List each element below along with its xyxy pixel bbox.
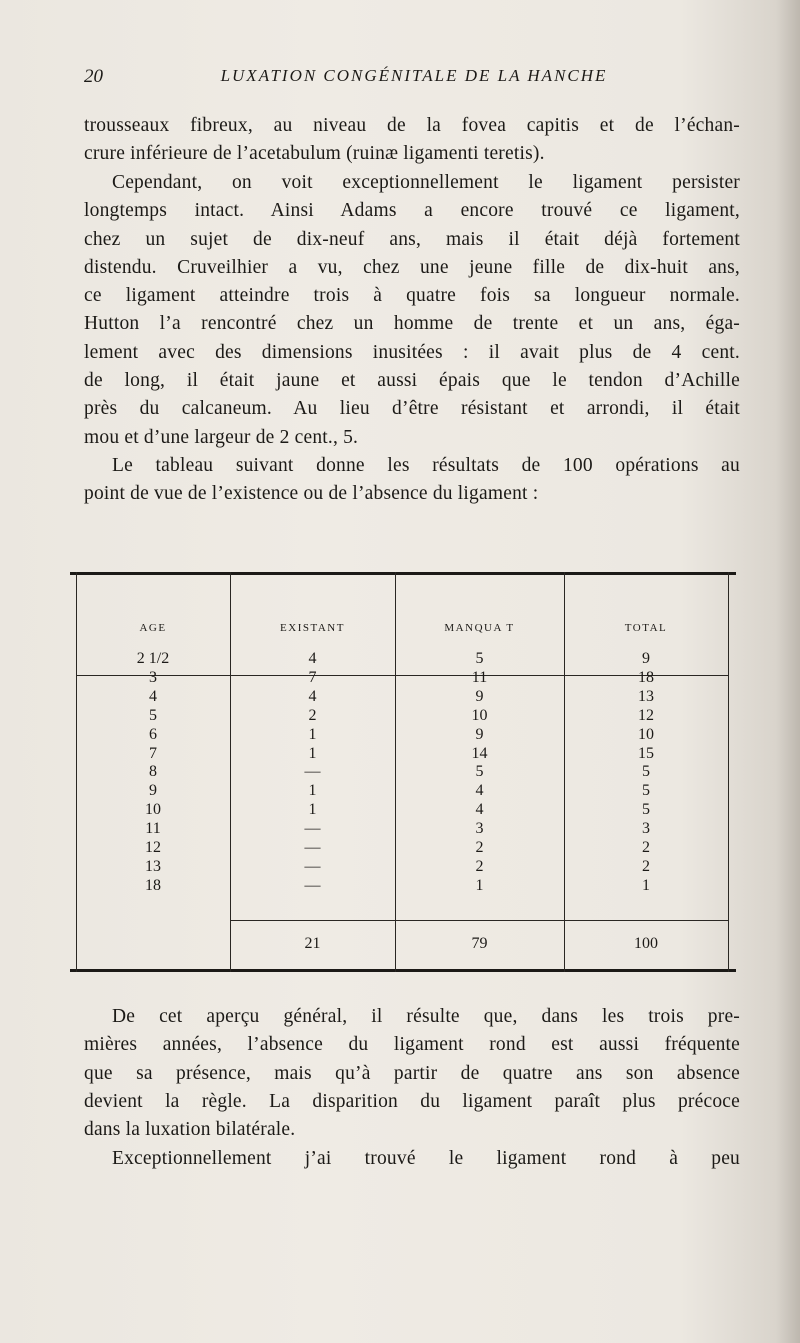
table-cell: 15 [638,744,654,762]
table-cell: 6 [149,725,157,743]
table-cell: 1 [642,876,650,894]
table-cell: 2 [642,857,650,875]
paragraph-5 [84,1145,740,1173]
table-cell: 1 [308,801,317,819]
table-total-cell: 79 [471,935,488,952]
table-cell: 2 [308,706,317,724]
paragraph-2 [84,169,740,452]
text-line: distendu. Cruveilhier a vu, chez une jeune fille de dix-huit ans, [84,256,740,278]
table-cell: 5 [475,650,484,667]
column-header-total: TOTAL [624,622,668,634]
column-header-existant: EXISTANT [280,622,345,634]
column-header-manquant: MANQUA T [444,622,515,634]
table-cell: 10 [638,725,654,743]
text-line: de long, il était jaune et aussi épais que le tendon d’Achille [84,370,740,392]
table-total-cell: 100 [634,935,658,952]
paragraph-1 [84,112,740,169]
table-cell: 18 [638,668,654,686]
text-line: mou et d’une largeur de 2 cent., 5. [84,426,359,448]
table-cell: 10 [471,706,488,724]
table-cell: 13 [638,687,654,705]
text-line: De cet aperçu général, il résulte que, dans les trois pre- [112,1006,740,1027]
column-header-age: AGE [139,622,167,634]
text-line: trousseaux fibreux, au niveau de la fovea capitis et de l’échan- [84,115,740,136]
page-number: 20 [84,66,103,87]
table-cell: 10 [145,801,161,819]
text-line: mières années, l’absence du ligament rond est aussi fréquente [84,1034,740,1056]
table-cell: 3 [642,820,650,838]
text-line: devient la règle. La disparition du ligament paraît plus précoce [84,1090,740,1112]
table-cell: 7 [308,668,317,686]
text-line: Exceptionnellement j’ai trouvé le ligament rond à peu [112,1148,740,1169]
table-cell: 5 [642,801,650,819]
table-cell: 11 [471,668,488,686]
text-line: près du calcaneum. Au lieu d’être résistant et arrondi, il était [84,398,740,420]
table-cell: — [304,839,321,856]
total-rule [230,920,728,921]
results-table [70,572,736,972]
table-cell: 1 [475,876,484,894]
table-cell: 4 [475,782,484,800]
table-cell: 9 [642,650,650,667]
table-cell: 12 [638,706,654,724]
text-line: dans la luxation bilatérale. [84,1119,296,1141]
table-cell: 4 [475,801,484,819]
table-cell: 9 [149,782,157,800]
table-cell: 2 [475,839,484,856]
table-cell: 4 [308,687,317,705]
table-cell: — [304,876,321,894]
table-cell: 14 [471,744,488,762]
text-line: point de vue de l’existence ou de l’absence du ligament : [84,483,539,505]
table-cell: 4 [308,650,317,667]
table-cell: 9 [475,725,484,743]
table-cell: 11 [145,820,161,838]
table-cell: 1 [308,725,317,743]
table-cell: 5 [642,782,650,800]
text-line: longtemps intact. Ainsi Adams a encore trouvé ce ligament, [84,200,740,222]
text-line: crure inférieure de l’acetabulum (ruinæ ligamenti teretis). [84,143,545,165]
text-line: Le tableau suivant donne les résultats de 100 opérations au [112,455,740,476]
page-header [84,66,744,96]
table-cell: 8 [149,763,157,781]
text-line: que sa présence, mais qu’à partir de quatre ans son absence [84,1062,740,1084]
paragraph-3 [84,452,740,509]
table-cell: — [304,763,321,781]
table-cell: 3 [149,668,157,686]
table-cell: 1 [308,782,317,800]
table-cell: 9 [475,687,484,705]
table-cell: 2 [475,857,484,875]
table-right-border [728,572,729,972]
text-line: Cependant, on voit exceptionnellement le ligament persister [112,172,740,193]
table-bottom-rule [70,969,736,972]
table-cell: 2 1/2 [136,650,170,667]
text-line: chez un sujet de dix-neuf ans, mais il était déjà fortement [84,228,740,250]
text-line: ce ligament atteindre trois à quatre fois sa longueur normale. [84,285,740,307]
table-cell: 18 [145,876,161,894]
table-cell: 3 [475,820,484,838]
table-top-rule [70,572,736,575]
table-cell: — [304,820,321,838]
text-line: lement avec des dimensions inusitées : il avait plus de 4 cent. [84,341,740,363]
table-cell: 5 [475,763,484,781]
running-head: LUXATION CONGÉNITALE DE LA HANCHE [220,66,608,85]
table-cell: 1 [308,744,317,762]
table-cell: 5 [642,763,650,781]
table-cell: — [304,857,321,875]
table-cell: 12 [145,839,161,856]
table-cell: 5 [149,706,157,724]
table-total-cell: 21 [304,935,321,952]
paragraph-4 [84,1003,740,1144]
table-cell: 13 [145,857,161,875]
table-cell: 4 [149,687,157,705]
table-cell: 7 [149,744,157,762]
table-cell: 2 [642,839,650,856]
text-line: Hutton l’a rencontré chez un homme de trente et un ans, éga- [84,313,740,335]
